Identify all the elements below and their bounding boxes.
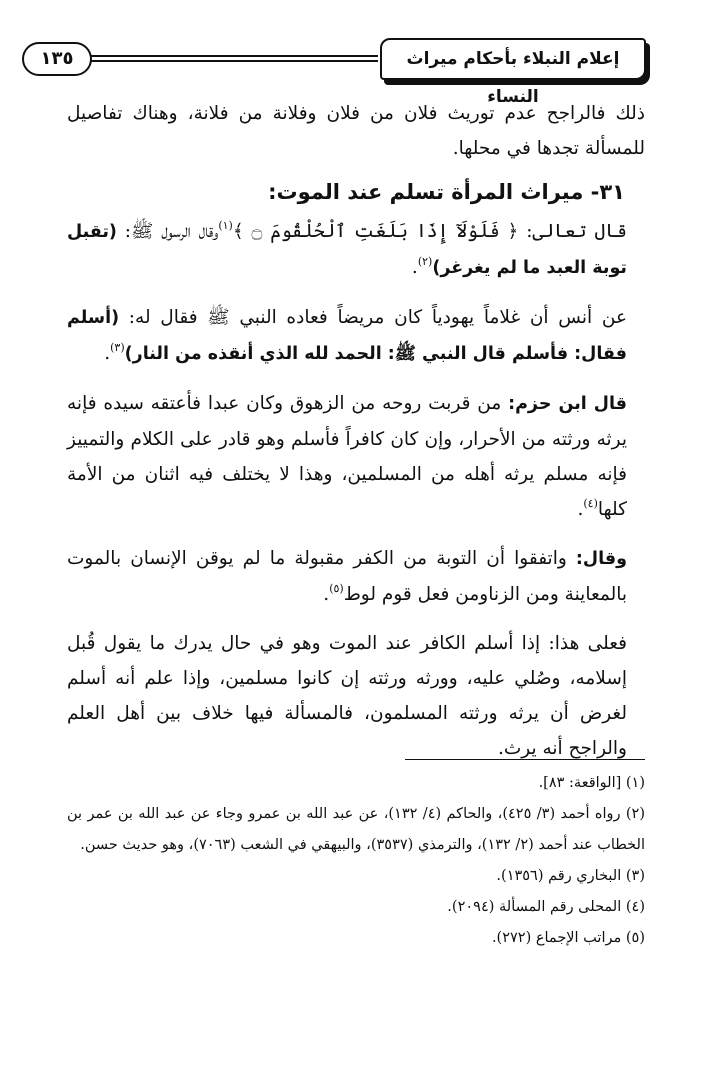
text-span: . (104, 343, 111, 364)
paragraph (67, 214, 645, 286)
quote-lead: وقال: (575, 549, 627, 569)
hadith-text: (أسلم فقال: فأسلم قال النبي ﷺ: الحمد لله الذي أنقذه من النار) (67, 308, 627, 364)
main-text (67, 96, 645, 766)
text-span: واتفقوا أن التوبة من الكفر مقبولة ما لم يوقن الإنسان بالموت بالمعاينة ومن الزناومن فعل قوم لوط (67, 548, 627, 605)
paragraph (67, 300, 645, 372)
footnote-ref: (١) (218, 219, 233, 232)
text-span: . (323, 584, 330, 605)
footnote: (٣) البخاري رقم (١٣٥٦). (496, 868, 645, 884)
footnote: (٢) رواه أحمد (٣/ ٤٢٥)، والحاكم (٤/ ١٣٢)، عن عبد الله بن عمرو وجاء عن عبد الله بن عمر بن الخطاب عند أحمد (٢/ ١٣٢)، والترمذي (٣٥٣٧)، والبيهقي في الشعب (٧٠٦٣)، وهو حديث حسن. (67, 806, 645, 853)
quran-verse: قال تعالى: ﴿ فَلَوْلَآ إِذَا بَلَغَتِ ٱلْحُلْقُومَ ۝ ﴾ (232, 221, 627, 242)
page-number: ١٣٥ (22, 42, 92, 76)
footnote-ref: (٢) (417, 255, 433, 268)
running-header (18, 38, 646, 107)
header-rule (90, 60, 378, 62)
footnotes (67, 768, 645, 954)
text-span: من قربت روحه من الزهوق وكان عبدا فأعتقه سيده فإنه يرثه ورثته من الأحرار، وإن كان كافراً فأسلم وهو قادر على الكلام والتمييز فإنه مسلم يرثه أهله من المسلمين، وهذا لا يختلف فيه اثنان من الأمة كلها (67, 393, 627, 520)
footnote: (٥) مراتب الإجماع (٢٧٢). (491, 930, 645, 946)
text-span: . (411, 257, 418, 278)
footnote: (١) [الواقعة: ٨٣]. (538, 775, 645, 791)
footnote-ref: (٣) (110, 341, 125, 354)
text-span: . (577, 499, 584, 520)
paragraph (67, 386, 645, 527)
footnote-ref: (٤) (583, 497, 598, 510)
paragraph: فعلى هذا: إذا أسلم الكافر عند الموت وهو في حال يدرك ما يقول قُبل إسلامه، وصُلي عليه، وورثه ورثته إن كانوا مسلمين، وإذا علم أنه أسلم لغرض أن يرثه ورثته المسلمون، فالمسألة فيها خلاف بين أهل العلم والراجح أنه يرث. (67, 633, 627, 759)
footnote-separator (405, 759, 645, 760)
paragraph: ذلك فالراجح عدم توريث فلان من فلان وفلانة من فلانة، وهناك تفاصيل للمسألة تجدها في محلها. (67, 103, 645, 159)
footnote-ref: (٥) (329, 582, 344, 595)
quote-lead: قال ابن حزم: (508, 394, 627, 414)
text-span: وقال الرسول ﷺ: (116, 221, 219, 242)
text-span: عن أنس أن غلاماً يهودياً كان مريضاً فعاده النبي ﷺ فقال له: (119, 307, 627, 328)
section-heading: ٣١- ميراث المرأة تسلم عند الموت: (268, 180, 625, 204)
paragraph (67, 541, 645, 612)
running-title: إعلام النبلاء بأحكام ميراث النساء (380, 38, 646, 80)
hadith-text: (تقبل توبة العبد ما لم يغرغر) (67, 222, 627, 278)
header-rule (90, 55, 378, 57)
footnote: (٤) المحلى رقم المسألة (٢٠٩٤). (447, 899, 645, 915)
